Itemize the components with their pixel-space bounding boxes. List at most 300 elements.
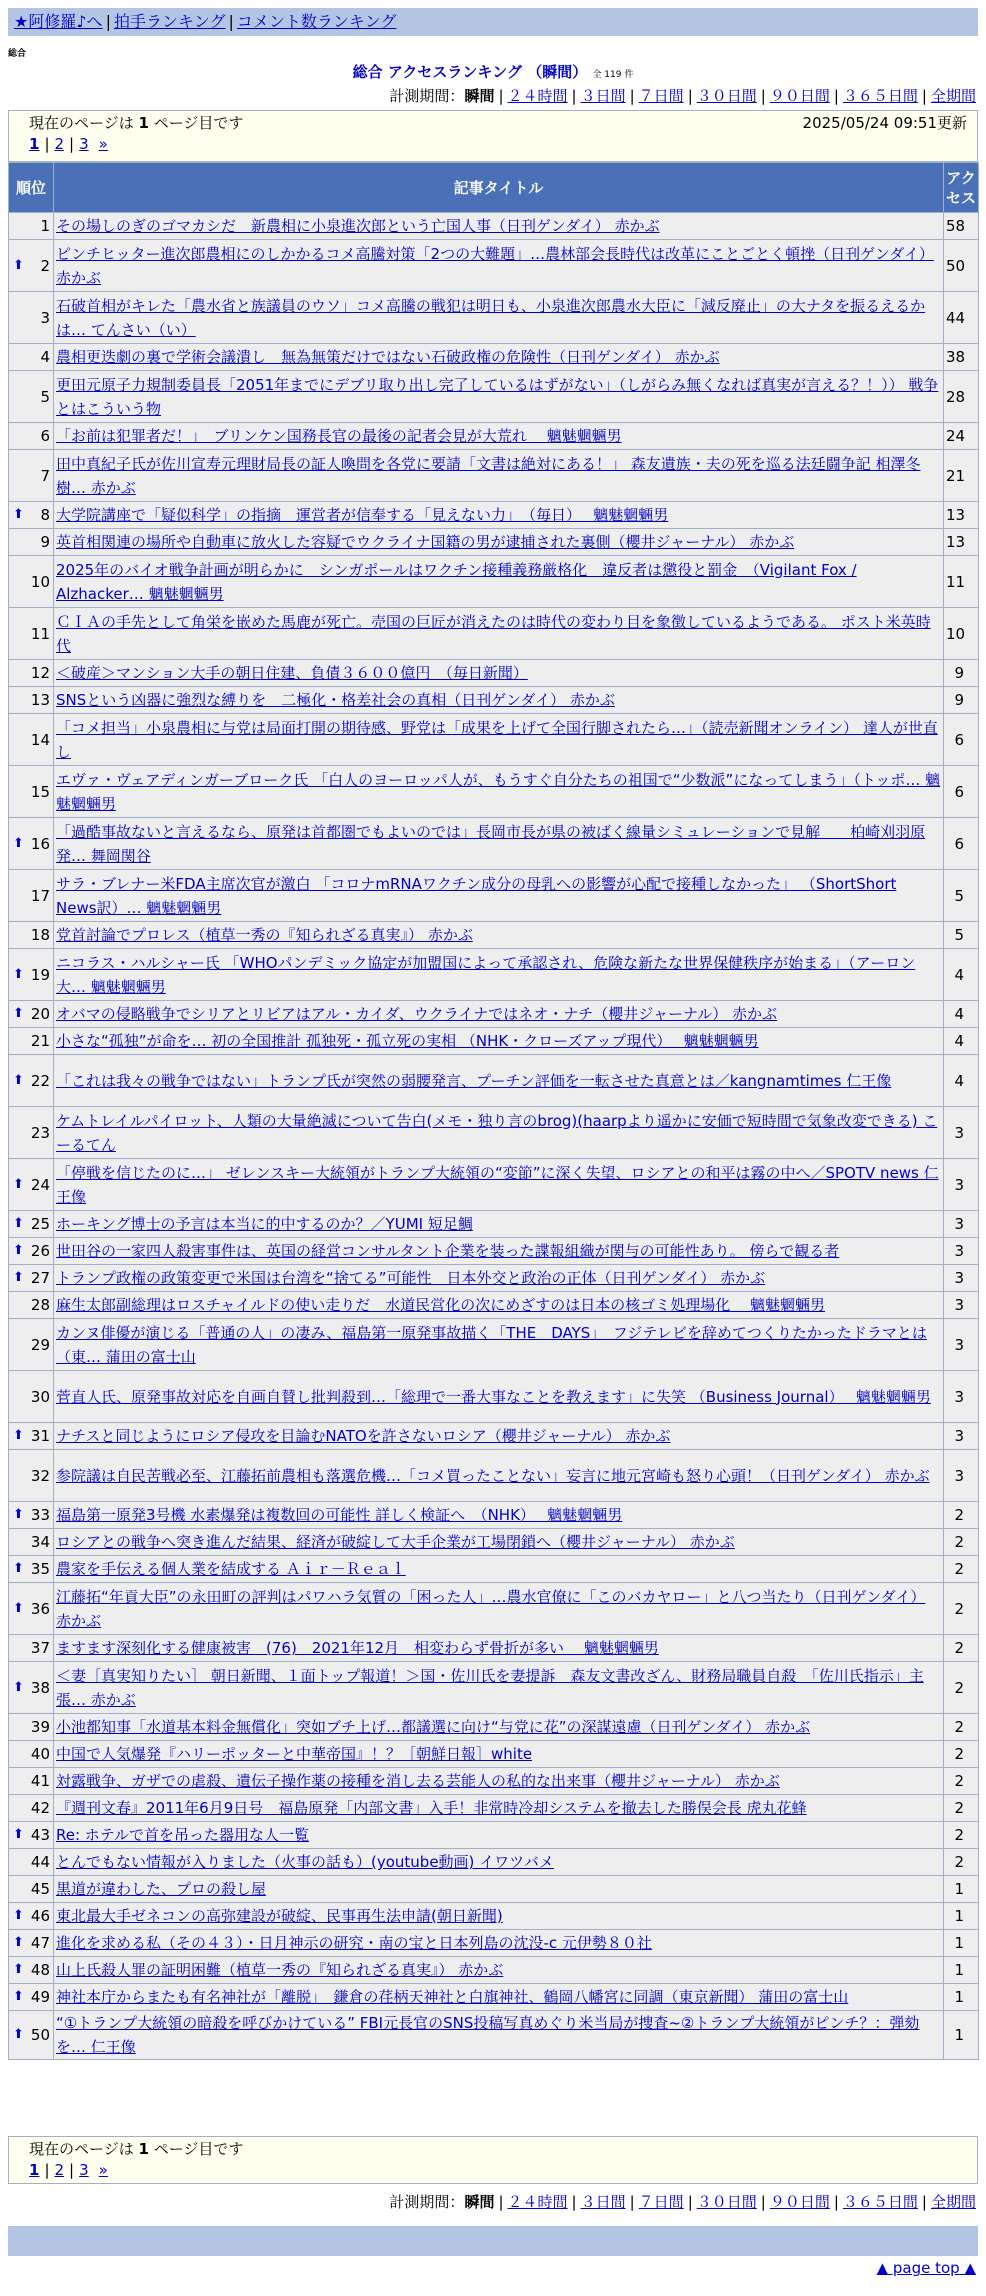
article-link[interactable]: 菅直人氏、原発事故対応を自画自賛し批判殺到…「総理で一番大事なことを教えます」に失笑 （Business Journal） 魑魅魍魎男: [56, 1387, 931, 1406]
article-link[interactable]: ＜破産＞マンション大手の朝日住建、負債３６００億円 （毎日新聞）: [56, 664, 528, 682]
title-cell: [54, 1107, 944, 1159]
table-row: [9, 1107, 979, 1159]
access-count: 13: [944, 529, 979, 556]
article-link[interactable]: 田中真紀子氏が佐川宣寿元理財局長の証人喚問を各党に要請「文書は絶対にある！」 森友遺族・夫の死を巡る法廷闘争記 相澤冬樹… 赤かぶ: [56, 454, 921, 497]
rank-number: 15: [30, 782, 50, 801]
access-count: 1: [944, 1957, 979, 1984]
article-link[interactable]: 「これは我々の戦争ではない」トランプ氏が突然の弱腰発言、プーチン評価を一転させた真意とは／kangnamtimes 仁王像: [56, 1071, 892, 1090]
rank-cell: [9, 1984, 54, 2011]
access-count: 13: [944, 502, 979, 529]
rank-up-arrow-icon: ⬆: [13, 1827, 24, 1842]
rank-cell: [9, 1502, 54, 1529]
article-link[interactable]: 「過酷事故ないと言えるなら、原発は首都圏でもよいのでは」長岡市長が県の被ばく線量シミュレーションで見解 柏崎刈羽原発… 舞岡関谷: [56, 822, 926, 865]
rank-number: 4: [40, 348, 50, 366]
article-link[interactable]: 福島第一原発3号機 水素爆発は複数回の可能性 詳しく検証へ （NHK） 魑魅魍魎男: [56, 1506, 623, 1524]
table-row: [9, 1265, 979, 1292]
rank-cell: [9, 1423, 54, 1450]
rank-up-arrow-icon: ⬆: [13, 2027, 24, 2042]
table-row: [9, 1876, 979, 1903]
title-cell: [54, 1876, 944, 1903]
article-link[interactable]: 「停戦を信じたのに…」 ゼレンスキー大統領がトランプ大統領の“変節”に深く失望、ロシアとの和平は霧の中へ／SPOTV news 仁王像: [56, 1163, 939, 1206]
access-count: 2: [944, 1741, 979, 1768]
article-link[interactable]: 石破首相がキレた「農水省と族議員のウソ」コメ高騰の戦犯は明日も、小泉進次郎農水大臣に「減反廃止」の大ナタを振るえるかは… てんさい（い）: [56, 296, 926, 339]
table-row: [9, 213, 979, 240]
article-link[interactable]: その場しのぎのゴマカシだ 新農相に小泉進次郎という亡国人事（日刊ゲンダイ） 赤かぶ: [56, 217, 660, 235]
table-row: [9, 1583, 979, 1635]
access-count: 10: [944, 608, 979, 660]
title-cell: [54, 660, 944, 687]
article-link[interactable]: 黒道が違わした、プロの殺し屋: [56, 1880, 267, 1898]
access-count: 2: [944, 1556, 979, 1583]
title-cell: [54, 1502, 944, 1529]
rank-cell: [9, 1876, 54, 1903]
access-count: 4: [944, 949, 979, 1001]
access-count: 2: [944, 1795, 979, 1822]
rank-number: 47: [30, 1934, 50, 1952]
title-cell: [54, 1028, 944, 1055]
period-all-link[interactable]: 全期間: [930, 87, 976, 105]
rank-number: 20: [30, 1005, 50, 1023]
rank-cell: [9, 1055, 54, 1107]
page-1-link[interactable]: 1: [29, 2161, 40, 2179]
category-label: 総合: [8, 49, 27, 59]
title-cell: [54, 870, 944, 922]
rank-number: 11: [30, 624, 50, 643]
table-row: [9, 660, 979, 687]
rank-number: 46: [30, 1907, 50, 1925]
title-cell: [54, 1529, 944, 1556]
rank-cell: [9, 949, 54, 1001]
period-selector-bottom: 計測期間：瞬間 | ２４時間 | ３日間 | ７日間 | ３０日間 | ９０日間 | ３６５日間 | 全期間: [389, 2193, 976, 2211]
table-row: [9, 1741, 979, 1768]
article-link[interactable]: 東北最大手ゼネコンの高弥建設が破綻、民事再生法申請(朝日新聞): [56, 1907, 503, 1925]
access-count: 50: [944, 240, 979, 292]
rank-number: 17: [30, 886, 50, 905]
rank-up-arrow-icon: ⬆: [13, 1989, 24, 2004]
rank-up-arrow-icon: ⬆: [13, 1935, 24, 1950]
page-3-link[interactable]: 3: [79, 135, 89, 153]
table-row: [9, 1984, 979, 2011]
table-row: [9, 1822, 979, 1849]
rank-number: 44: [30, 1853, 50, 1871]
rank-cell: [9, 1741, 54, 1768]
rank-number: 26: [30, 1242, 50, 1260]
access-count: 6: [944, 818, 979, 870]
rank-cell: [9, 1795, 54, 1822]
table-row: [9, 1930, 979, 1957]
access-count: 21: [944, 450, 979, 502]
access-count: 3: [944, 1159, 979, 1211]
rank-cell: [9, 714, 54, 766]
title-cell: [54, 922, 944, 949]
access-count: 3: [944, 1211, 979, 1238]
access-count: 2: [944, 1502, 979, 1529]
rank-number: 40: [30, 1745, 50, 1763]
access-count: 3: [944, 1423, 979, 1450]
updated-timestamp: 2025/05/24 09:51更新: [802, 114, 967, 132]
table-row: [9, 1159, 979, 1211]
current-page-text: 現在のページは 1 ページ目です: [29, 2140, 244, 2158]
table-row: [9, 714, 979, 766]
period-label: 計測期間：: [389, 2193, 465, 2211]
article-link[interactable]: Re: ホテルで首を吊った器用な人一覧: [56, 1826, 310, 1844]
rank-cell: [9, 1238, 54, 1265]
period-30d-link[interactable]: ３０日間: [696, 87, 757, 105]
article-link[interactable]: ますます深刻化する健康被害 (76) 2021年12月 相変わらず骨折が多い 魑魅魍魎男: [56, 1639, 659, 1657]
title-cell: [54, 1741, 944, 1768]
period-3d-link[interactable]: ３日間: [580, 87, 626, 105]
article-link[interactable]: 中国で人気爆発『ハリーポッターと中華帝国』！？［朝鮮日報］white: [56, 1745, 533, 1763]
rank-up-arrow-icon: ⬆: [13, 1428, 24, 1443]
rank-up-arrow-icon: ⬆: [13, 1507, 24, 1522]
access-count: 3: [944, 1450, 979, 1502]
period-30d-link[interactable]: ３０日間: [696, 2193, 757, 2211]
title-cell: [54, 1957, 944, 1984]
rank-number: 33: [30, 1506, 50, 1524]
rank-up-arrow-icon: ⬆: [13, 1600, 24, 1616]
rank-number: 19: [30, 965, 50, 984]
article-link[interactable]: ＜妻［真実知りたい］ 朝日新聞、１面トップ報道！＞国・佐川氏を妻提訴 森友文書改ざん、財務局職員自殺 「佐川氏指示」主張… 赤かぶ: [56, 1666, 924, 1709]
period-3d-link[interactable]: ３日間: [580, 2193, 626, 2211]
rank-up-arrow-icon: ⬆: [13, 966, 24, 982]
rank-number: 38: [30, 1678, 50, 1697]
title-cell: [54, 1768, 944, 1795]
period-24h-link[interactable]: ２４時間: [507, 87, 568, 105]
rank-number: 5: [40, 387, 50, 406]
rank-up-arrow-icon: ⬆: [13, 1270, 24, 1285]
table-row: [9, 529, 979, 556]
article-link[interactable]: オバマの侵略戦争でシリアとリビアはアル・カイダ、ウクライナではネオ・ナチ（櫻井ジャーナル） 赤かぶ: [56, 1005, 778, 1023]
pagination-bottom: 1 | 2 | 3 »: [29, 2161, 108, 2179]
table-row: [9, 1903, 979, 1930]
access-count: 11: [944, 556, 979, 608]
article-link[interactable]: ホーキング博士の予言は本当に的中するのか？／YUMI 短足鯛: [56, 1215, 473, 1233]
article-link[interactable]: 神社本庁からまたも有名神社が「離脱」 鎌倉の荏柄天神社と白旗神社、鶴岡八幡宮に同調（東京新聞） 蒲田の富士山: [56, 1988, 849, 2006]
title-cell: [54, 1795, 944, 1822]
article-link[interactable]: エヴァ・ヴェアディンガーブローク氏 「白人のヨーロッパ人が、もうすぐ自分たちの祖国で“少数派”になってしまう」（トッポ… 魑魅魍魎男: [56, 770, 941, 813]
article-link[interactable]: ニコラス・ハルシャー氏 「WHOパンデミック協定が加盟国によって承認され、危険な新たな世界保健秩序が始まる」（アーロン大… 魑魅魍魎男: [56, 953, 916, 996]
title-cell: [54, 1849, 944, 1876]
article-link[interactable]: 対露戦争、ガザでの虐殺、遺伝子操作薬の接種を消し去る芸能人の私的な出来事（櫻井ジャーナル） 赤かぶ: [56, 1772, 780, 1790]
article-link[interactable]: 進化を求める私（その４３）・日月神示の研究・南の宝と日本列島の沈没-c 元伊勢８０社: [56, 1934, 652, 1952]
rank-cell: [9, 1714, 54, 1741]
rank-cell: [9, 1903, 54, 1930]
title-cell: [54, 1055, 944, 1107]
period-90d-link[interactable]: ９０日間: [769, 87, 830, 105]
rank-number: 27: [30, 1269, 50, 1287]
rank-cell: [9, 1529, 54, 1556]
rank-number: 49: [30, 1988, 50, 2006]
rank-cell: [9, 1583, 54, 1635]
rank-number: 30: [30, 1387, 50, 1406]
rank-number: 23: [30, 1123, 50, 1142]
article-link[interactable]: ナチスと同じようにロシア侵攻を目論むNATOを許さないロシア（櫻井ジャーナル） 赤かぶ: [56, 1427, 671, 1445]
period-365d-link[interactable]: ３６５日間: [842, 87, 918, 105]
title-cell: [54, 1265, 944, 1292]
rank-up-arrow-icon: ⬆: [13, 1243, 24, 1258]
title-cell: [54, 450, 944, 502]
access-count: 1: [944, 1930, 979, 1957]
access-count: 2: [944, 1662, 979, 1714]
table-row: [9, 1635, 979, 1662]
rank-number: 9: [40, 533, 50, 551]
rank-cell: [9, 371, 54, 423]
article-link[interactable]: 英首相関連の場所や自動車に放火した容疑でウクライナ国籍の男が逮捕された裏側（櫻井ジャーナル） 赤かぶ: [56, 533, 795, 551]
rank-cell: [9, 1292, 54, 1319]
rank-cell: [9, 1001, 54, 1028]
rank-cell: [9, 2011, 54, 2060]
rank-cell: [9, 450, 54, 502]
table-row: [9, 949, 979, 1001]
pagination-top: 1 | 2 | 3 »: [29, 135, 108, 153]
article-link[interactable]: 小池都知事「水道基本料金無償化」突如ブチ上げ…都議選に向け“与党に花”の深謀遠慮（日刊ゲンダイ） 赤かぶ: [56, 1718, 811, 1736]
title-cell: [54, 1556, 944, 1583]
rank-number: 48: [30, 1961, 50, 1979]
title-cell: [54, 502, 944, 529]
table-row: [9, 608, 979, 660]
total-count: 全 119 件: [592, 70, 634, 80]
period-selector-top: 計測期間：瞬間 | ２４時間 | ３日間 | ７日間 | ３０日間 | ９０日間 | ３６５日間 | 全期間: [389, 87, 976, 105]
rank-number: 21: [30, 1032, 50, 1050]
table-row: [9, 292, 979, 344]
title-cell: [54, 1211, 944, 1238]
rank-cell: [9, 502, 54, 529]
article-link[interactable]: 小さな“孤独”が命を… 初の全国推計 孤独死・孤立死の実相 （NHK・クローズアップ現代） 魑魅魍魎男: [56, 1032, 759, 1050]
title-cell: [54, 608, 944, 660]
rank-number: 14: [30, 730, 50, 749]
article-link[interactable]: カンヌ俳優が演じる「普通の人」の凄み、福島第一原発事故描く「THE DAYS」 フジテレビを辞めてつくりたかったドラマとは（東… 蒲田の富士山: [56, 1323, 927, 1366]
title-cell: [54, 1319, 944, 1371]
rank-number: 8: [40, 506, 50, 524]
page-info-top: [8, 110, 978, 162]
table-row: [9, 502, 979, 529]
home-link[interactable]: ★阿修羅♪へ: [14, 12, 103, 31]
current-page-text: 現在のページは 1 ページ目です: [29, 114, 244, 132]
rank-up-arrow-icon: ⬆: [13, 1561, 24, 1576]
period-7d-link[interactable]: ７日間: [638, 2193, 684, 2211]
title-cell: [54, 1159, 944, 1211]
table-row: [9, 1502, 979, 1529]
access-count: 5: [944, 870, 979, 922]
title-cell: [54, 371, 944, 423]
article-link[interactable]: 農相更迭劇の裏で学術会議潰し 無為無策だけではない石破政権の危険性（日刊ゲンダイ） 赤かぶ: [56, 348, 720, 366]
rank-up-arrow-icon: ⬆: [13, 257, 24, 273]
title-cell: [54, 1583, 944, 1635]
period-current: 瞬間: [464, 2193, 495, 2211]
rank-cell: [9, 1662, 54, 1714]
rank-cell: [9, 1319, 54, 1371]
table-row: [9, 766, 979, 818]
article-link[interactable]: 更田元原子力規制委員長「2051年までにデブリ取り出し完了しているはずがない」（しがらみ無くなれば真実が言える？！）） 戦争とはこういう物: [56, 375, 939, 418]
ranking-title: 総合 アクセスランキング （瞬間）: [352, 63, 588, 81]
rank-number: 45: [30, 1880, 50, 1898]
article-link[interactable]: ＣＩＡの手先として角栄を嵌めた馬鹿が死亡。売国の巨匠が消えたのは時代の変わり目を象徴しているようである。 ポスト米英時代: [56, 612, 931, 655]
title-cell: [54, 1714, 944, 1741]
access-count: 4: [944, 1028, 979, 1055]
access-count: 3: [944, 1107, 979, 1159]
article-link[interactable]: 農家を手伝える個人業を結成する Ａｉｒ－Ｒｅａｌ: [56, 1560, 406, 1578]
title-cell: [54, 1292, 944, 1319]
rank-cell: [9, 240, 54, 292]
table-row: [9, 1450, 979, 1502]
rank-number: 3: [40, 308, 50, 327]
access-count: 2: [944, 1529, 979, 1556]
article-link[interactable]: 2025年のバイオ戦争計画が明らかに シンガポールはワクチン接種義務厳格化 違反者は懲役と罰金 （Vigilant Fox / Alzhacker… 魑魅魍魎男: [56, 560, 857, 603]
article-link[interactable]: 麻生太郎副総理はロスチャイルドの使い走りだ 水道民営化の次にめざすのは日本の核ゴミ処理場化 魑魅魍魎男: [56, 1296, 826, 1314]
article-link[interactable]: 党首討論でプロレス（植草一秀の『知られざる真実』） 赤かぶ: [56, 926, 473, 944]
rank-number: 22: [30, 1071, 50, 1090]
access-count: 3: [944, 1292, 979, 1319]
rank-up-arrow-icon: ⬆: [13, 1176, 24, 1192]
table-row: [9, 423, 979, 450]
title-cell: [54, 1662, 944, 1714]
rank-cell: [9, 818, 54, 870]
article-link[interactable]: ピンチヒッター進次郎農相にのしかかるコメ高騰対策「2つの大難題」…農林部会長時代は改革にことごとく頓挫（日刊ゲンダイ） 赤かぶ: [56, 244, 934, 287]
article-link[interactable]: 江藤拓“年貢大臣”の永田町の評判はパワハラ気質の「困った人」…農水官僚に「このバカヤロー」と八つ当たり（日刊ゲンダイ） 赤かぶ: [56, 1587, 926, 1630]
title-cell: [54, 1930, 944, 1957]
rank-number: 36: [30, 1599, 50, 1618]
period-all-link[interactable]: 全期間: [930, 2193, 976, 2211]
access-count: 9: [944, 687, 979, 714]
page-info-bottom: [8, 2136, 978, 2184]
rank-number: 24: [30, 1175, 50, 1194]
access-count: 4: [944, 1055, 979, 1107]
table-row: [9, 371, 979, 423]
article-link[interactable]: “①トランプ大統領の暗殺を呼びかけている” FBI元長官のSNS投稿写真めぐり米当局が捜査~②トランプ大統領がピンチ？：弾劾を… 仁王像: [56, 2014, 920, 2056]
article-link[interactable]: トランプ政権の政策変更で米国は台湾を“捨てる”可能性 日本外交と政治の正体（日刊ゲンダイ） 赤かぶ: [56, 1269, 766, 1287]
rank-cell: [9, 766, 54, 818]
rank-number: 2: [40, 256, 50, 275]
rank-cell: [9, 292, 54, 344]
comment-ranking-link[interactable]: コメント数ランキング: [236, 12, 397, 31]
page-2-link[interactable]: 2: [54, 2161, 65, 2179]
page-2-link[interactable]: 2: [54, 135, 65, 153]
access-count: 28: [944, 371, 979, 423]
rank-number: 29: [30, 1335, 50, 1354]
page-top-link[interactable]: ▲ page top ▲: [876, 2259, 976, 2277]
title-cell: [54, 1822, 944, 1849]
rank-cell: [9, 1635, 54, 1662]
table-row: [9, 556, 979, 608]
ranking-table: [8, 162, 979, 2060]
rank-number: 13: [30, 691, 50, 709]
rank-cell: [9, 1930, 54, 1957]
rank-cell: [9, 1159, 54, 1211]
title-cell: [54, 1450, 944, 1502]
article-link[interactable]: 参院議は自民苦戦必至、江藤拓前農相も落選危機…「コメ買ったことない」妄言に地元宮崎も怒り心頭！（日刊ゲンダイ） 赤かぶ: [56, 1466, 930, 1485]
rank-cell: [9, 870, 54, 922]
article-link[interactable]: SNSという凶器に強烈な縛りを 二極化・格差社会の真相（日刊ゲンダイ） 赤かぶ: [56, 691, 615, 709]
access-count: 24: [944, 423, 979, 450]
title-cell: [54, 1423, 944, 1450]
rank-up-arrow-icon: ⬆: [13, 1962, 24, 1977]
rank-number: 37: [30, 1639, 50, 1657]
period-365d-link[interactable]: ３６５日間: [842, 2193, 918, 2211]
title-cell: [54, 2011, 944, 2060]
article-link[interactable]: 世田谷の一家四人殺害事件は、英国の経営コンサルタント企業を装った諜報組織が関与の可能性あり。 傍らで観る者: [56, 1242, 840, 1260]
access-count: 3: [944, 1319, 979, 1371]
next-page-link[interactable]: »: [98, 2161, 108, 2179]
access-count: 58: [944, 213, 979, 240]
period-90d-link[interactable]: ９０日間: [769, 2193, 830, 2211]
title-cell: [54, 1371, 944, 1423]
title-cell: [54, 1238, 944, 1265]
footer-bar: [8, 2226, 978, 2256]
rank-number: 42: [30, 1799, 50, 1817]
title-cell: [54, 556, 944, 608]
table-row: [9, 1423, 979, 1450]
access-count: 44: [944, 292, 979, 344]
period-24h-link[interactable]: ２４時間: [507, 2193, 568, 2211]
article-link[interactable]: 『週刊文春』2011年6月9日号 福島原発「内部文書」入手！非常時冷却システムを撤去した勝俣会長 虎丸花蜂: [56, 1799, 807, 1817]
title-cell: [54, 687, 944, 714]
access-count: 4: [944, 1001, 979, 1028]
page-1-link[interactable]: 1: [29, 135, 40, 153]
rank-number: 12: [30, 664, 50, 682]
article-link[interactable]: ロシアとの戦争へ突き進んだ結果、経済が破綻して大手企業が工場閉鎖へ（櫻井ジャーナル） 赤かぶ: [56, 1533, 735, 1551]
rank-number: 50: [30, 2026, 50, 2044]
article-link[interactable]: 大学院講座で「疑似科学」の指摘 運営者が信奉する「見えない力」 （毎日） 魑魅魍魎男: [56, 506, 669, 524]
table-row: [9, 1055, 979, 1107]
access-count: 3: [944, 1371, 979, 1423]
rank-number: 31: [30, 1427, 50, 1445]
rank-number: 39: [30, 1718, 50, 1736]
article-link[interactable]: 山上氏殺人罪の証明困難（植草一秀の『知られざる真実』） 赤かぶ: [56, 1961, 504, 1979]
rank-cell: [9, 1450, 54, 1502]
ranking-table-body: [9, 213, 979, 2060]
access-count: 1: [944, 2011, 979, 2060]
rank-cell: [9, 922, 54, 949]
article-link[interactable]: 「お前は犯罪者だ！」 ブリンケン国務長官の最後の記者会見が大荒れ 魑魅魍魎男: [56, 427, 622, 445]
access-count: 2: [944, 1714, 979, 1741]
title-cell: [54, 423, 944, 450]
page-3-link[interactable]: 3: [79, 2161, 89, 2179]
rank-number: 32: [30, 1466, 50, 1485]
rank-cell: [9, 423, 54, 450]
access-count: 2: [944, 1635, 979, 1662]
next-page-link[interactable]: »: [98, 135, 108, 153]
top-nav-bar: [8, 8, 978, 36]
table-row: [9, 1211, 979, 1238]
rank-up-arrow-icon: ⬆: [13, 1216, 24, 1231]
rank-cell: [9, 1107, 54, 1159]
table-row: [9, 1238, 979, 1265]
access-count: 1: [944, 1984, 979, 2011]
article-link[interactable]: サラ・ブレナー米FDA主席次官が激白 「コロナmRNAワクチン成分の母乳への影響が心配で接種しなかった」 （ShortShort News訳）… 魑魅魍魎男: [56, 874, 897, 917]
period-7d-link[interactable]: ７日間: [638, 87, 684, 105]
title-cell: [54, 818, 944, 870]
title-cell: [54, 714, 944, 766]
table-row: [9, 1001, 979, 1028]
rank-up-arrow-icon: ⬆: [13, 835, 24, 851]
rank-number: 6: [40, 427, 50, 445]
rank-up-arrow-icon: ⬆: [13, 1072, 24, 1088]
article-link[interactable]: とんでもない情報が入りました（火事の話も）(youtube動画) イワツバメ: [56, 1853, 554, 1871]
access-count: 5: [944, 922, 979, 949]
rank-up-arrow-icon: ⬆: [13, 1679, 24, 1695]
rank-number: 43: [30, 1826, 50, 1844]
rank-number: 1: [40, 217, 50, 235]
article-link[interactable]: 「コメ担当」小泉農相に与党は局面打開の期待感、野党は「成果を上げて全国行脚されたら…」（読売新聞オンライン） 達人が世直し: [56, 718, 938, 761]
table-row: [9, 1768, 979, 1795]
nav-separator: |: [228, 12, 234, 31]
access-count: 6: [944, 766, 979, 818]
article-link[interactable]: ケムトレイルパイロット、人類の大量絶滅について告白(メモ・独り言のbrog)(haarpより遥かに安価で短時間で気象改変できる) こーるてん: [56, 1111, 938, 1154]
applause-ranking-link[interactable]: 拍手ランキング: [113, 12, 226, 31]
table-row: [9, 1319, 979, 1371]
title-cell: [54, 1984, 944, 2011]
table-row: [9, 1292, 979, 1319]
